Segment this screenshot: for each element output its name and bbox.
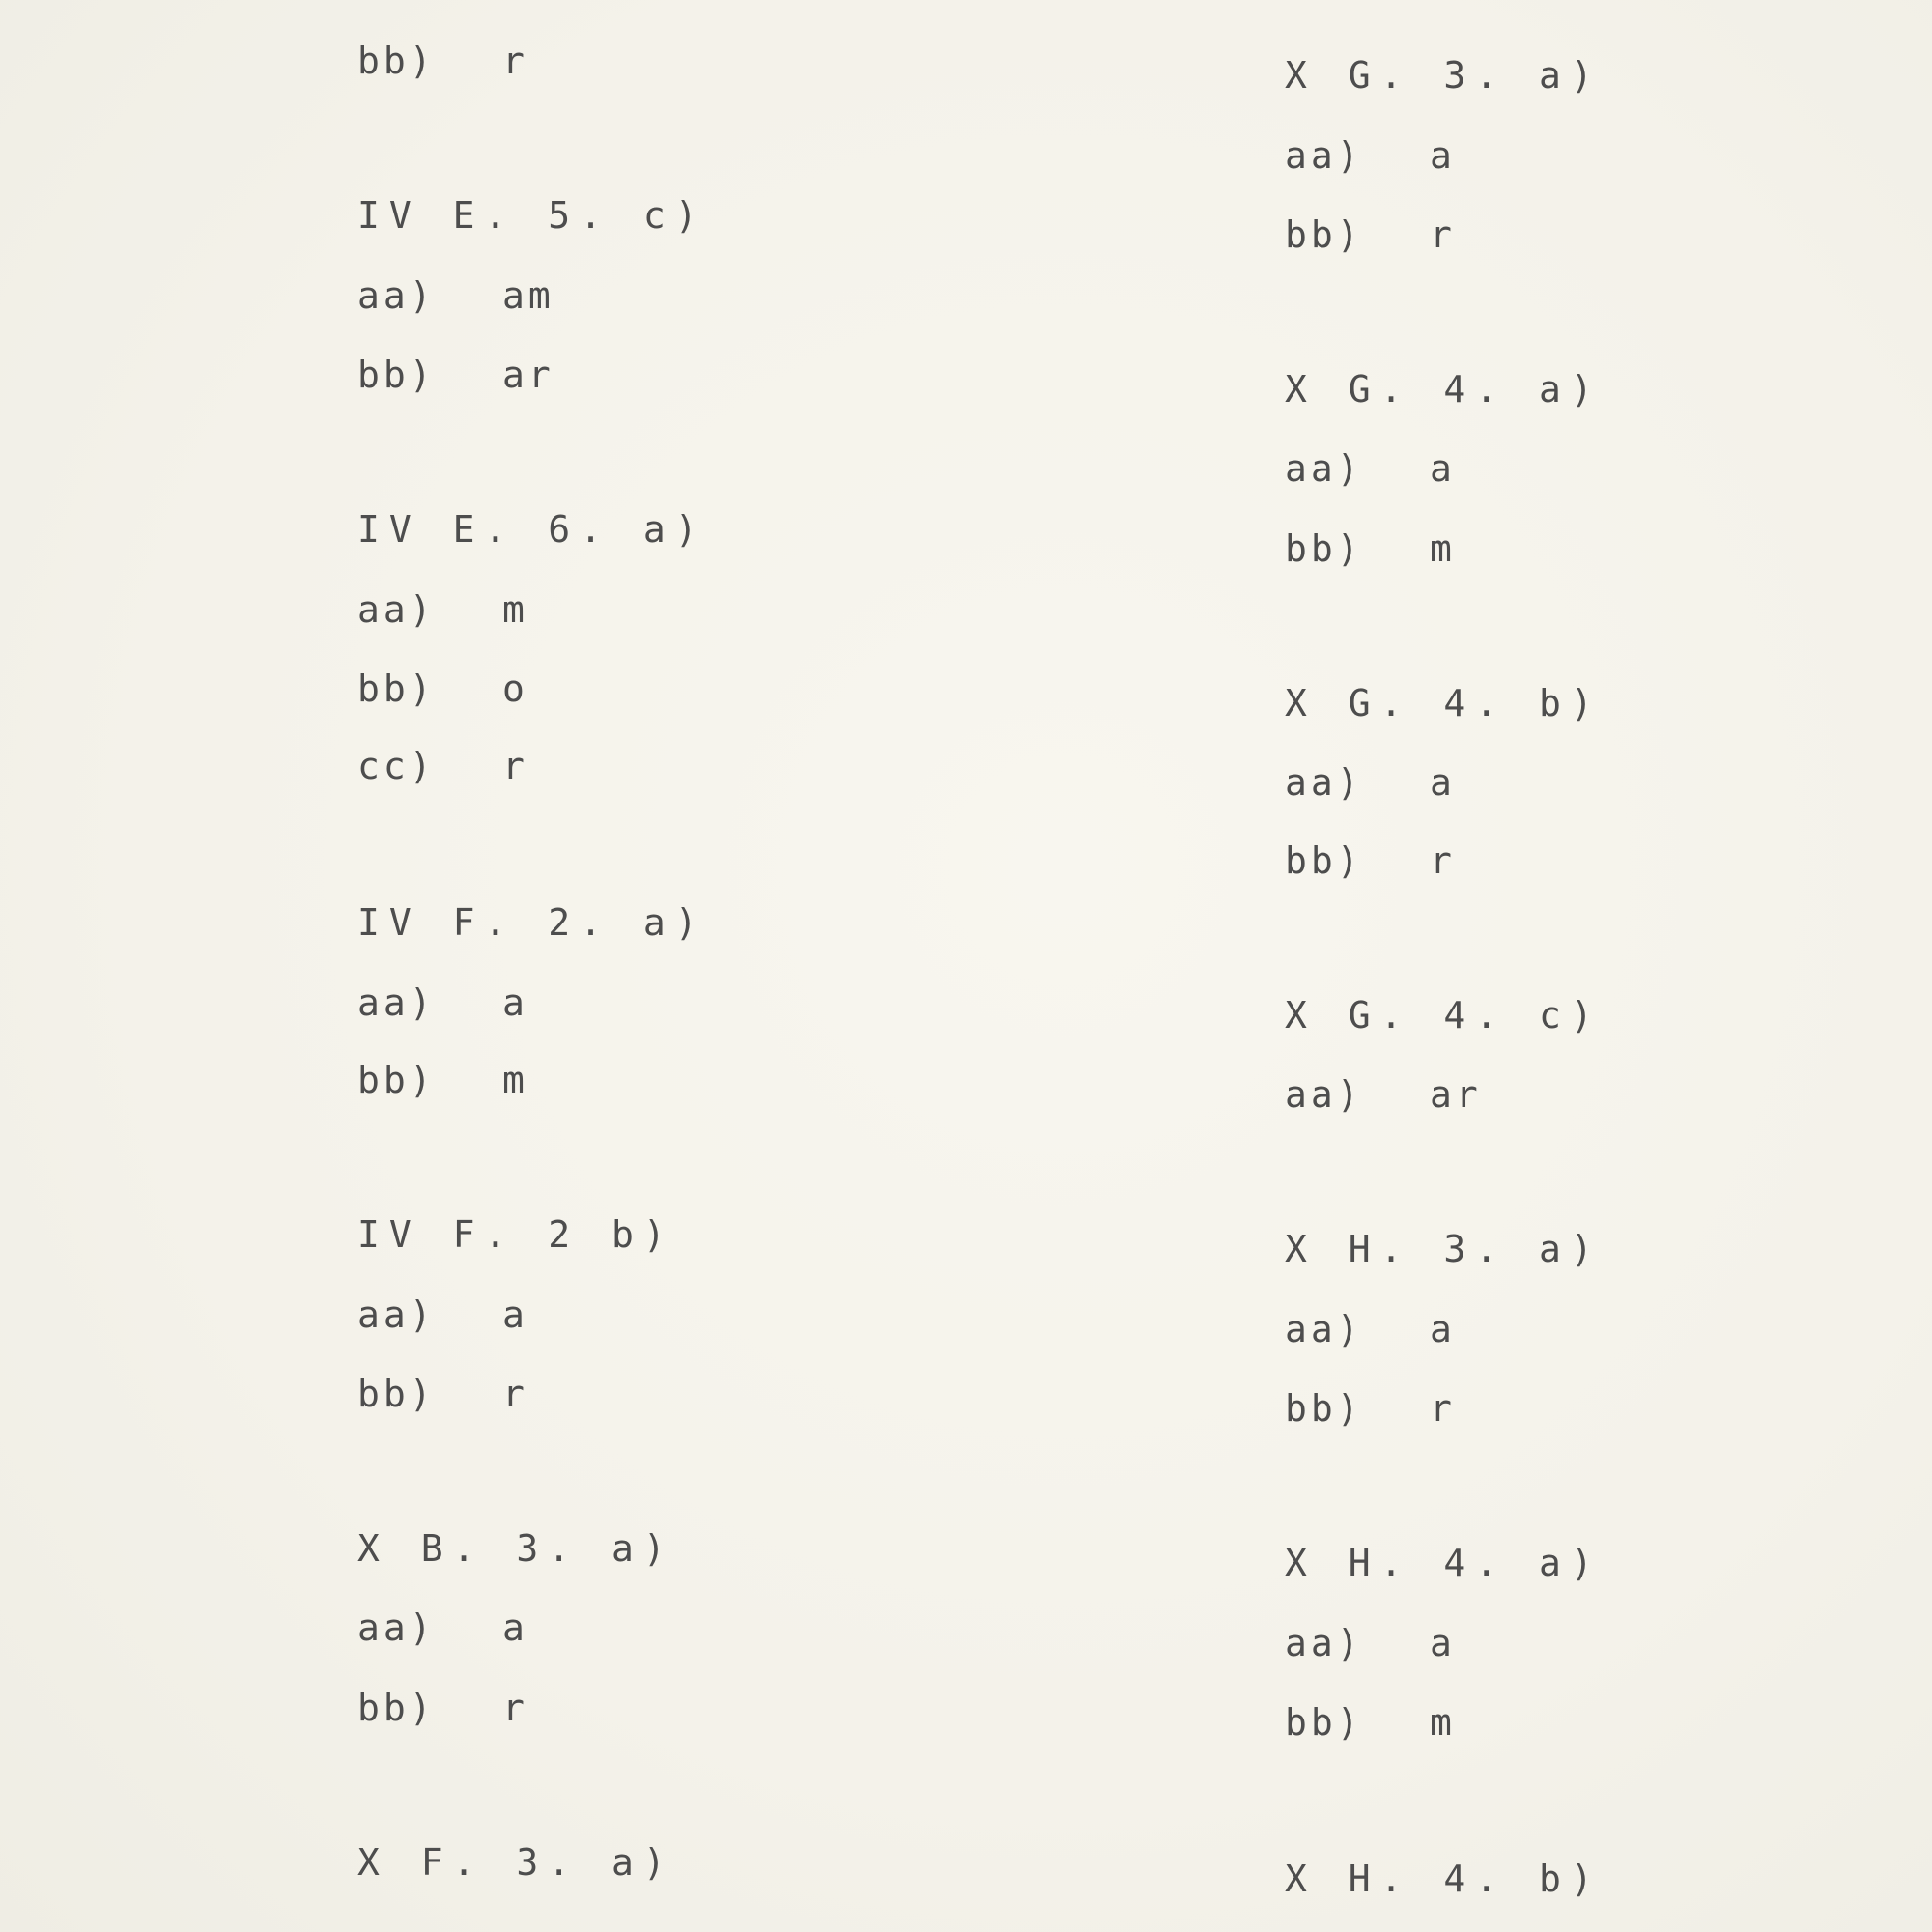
- list-item: [1285, 760, 1456, 805]
- item-value: r: [1430, 839, 1456, 882]
- item-label: bb): [1285, 213, 1363, 256]
- item-label: aa): [357, 1293, 436, 1336]
- list-item: [357, 353, 554, 397]
- list-item: [1285, 526, 1456, 571]
- list-item: [1285, 1307, 1456, 1351]
- item-value: r: [502, 1687, 528, 1729]
- item-value: a: [502, 981, 528, 1024]
- item-value: m: [502, 588, 528, 631]
- item-value: a: [1430, 1308, 1456, 1350]
- item-label: aa): [1285, 134, 1363, 177]
- section-heading: IV F. 2. a): [357, 901, 707, 944]
- section-heading: X G. 3. a): [1285, 54, 1603, 97]
- item-value: a: [502, 1606, 528, 1649]
- item-value: m: [502, 1059, 528, 1101]
- item-value: a: [1430, 134, 1456, 177]
- item-value: r: [502, 40, 528, 82]
- item-value: r: [502, 1373, 528, 1415]
- section-heading: IV E. 6. a): [357, 508, 707, 551]
- item-value: r: [1430, 1387, 1456, 1430]
- item-value: r: [502, 745, 528, 787]
- item-value: m: [1430, 1701, 1456, 1744]
- item-label: aa): [1285, 1308, 1363, 1350]
- section-heading: X B. 3. a): [357, 1527, 675, 1570]
- item-value: a: [1430, 447, 1456, 490]
- section-heading: X H. 4. a): [1285, 1542, 1603, 1584]
- item-label: bb): [357, 1059, 436, 1101]
- list-item: [357, 1058, 528, 1102]
- item-value: ar: [502, 354, 554, 396]
- item-value: m: [1430, 527, 1456, 570]
- item-label: aa): [1285, 1622, 1363, 1664]
- list-item: [1285, 838, 1456, 883]
- list-item: [1285, 1700, 1456, 1745]
- section-heading: X F. 3. a): [357, 1841, 675, 1884]
- list-item: [357, 1293, 528, 1337]
- section-heading: X G. 4. b): [1285, 682, 1603, 724]
- item-value: a: [1430, 761, 1456, 804]
- list-item: [357, 39, 528, 83]
- item-label: bb): [1285, 839, 1363, 882]
- list-item: [357, 667, 528, 711]
- list-item: [357, 980, 528, 1025]
- item-label: bb): [1285, 527, 1363, 570]
- item-label: bb): [357, 1373, 436, 1415]
- item-label: bb): [357, 1687, 436, 1729]
- item-label: bb): [357, 354, 436, 396]
- section-heading: X G. 4. a): [1285, 368, 1603, 411]
- item-value: am: [502, 274, 554, 317]
- item-label: cc): [357, 745, 436, 787]
- list-item: [1285, 213, 1456, 257]
- section-heading: IV E. 5. c): [357, 194, 707, 237]
- item-label: aa): [1285, 447, 1363, 490]
- list-item: [357, 273, 554, 318]
- section-heading: X H. 4. b): [1285, 1858, 1603, 1900]
- item-label: aa): [357, 588, 436, 631]
- item-label: aa): [357, 981, 436, 1024]
- list-item: [357, 744, 528, 788]
- list-item: [1285, 133, 1456, 178]
- item-label: bb): [357, 40, 436, 82]
- item-label: bb): [357, 668, 436, 710]
- item-value: a: [1430, 1622, 1456, 1664]
- item-label: aa): [1285, 761, 1363, 804]
- list-item: [1285, 1621, 1456, 1665]
- section-heading: X G. 4. c): [1285, 994, 1603, 1037]
- item-label: bb): [1285, 1387, 1363, 1430]
- list-item: [357, 587, 528, 632]
- item-label: aa): [1285, 1073, 1363, 1116]
- item-value: ar: [1430, 1073, 1482, 1116]
- item-label: aa): [357, 1606, 436, 1649]
- item-value: o: [502, 668, 528, 710]
- list-item: [357, 1605, 528, 1650]
- item-label: aa): [357, 274, 436, 317]
- item-value: r: [1430, 213, 1456, 256]
- list-item: [1285, 1386, 1456, 1431]
- section-heading: IV F. 2 b): [357, 1213, 675, 1256]
- item-label: bb): [1285, 1701, 1363, 1744]
- section-heading: X H. 3. a): [1285, 1228, 1603, 1270]
- list-item: [1285, 446, 1456, 491]
- list-item: [357, 1372, 528, 1416]
- item-value: a: [502, 1293, 528, 1336]
- list-item: [357, 1686, 528, 1730]
- list-item: [1285, 1072, 1482, 1117]
